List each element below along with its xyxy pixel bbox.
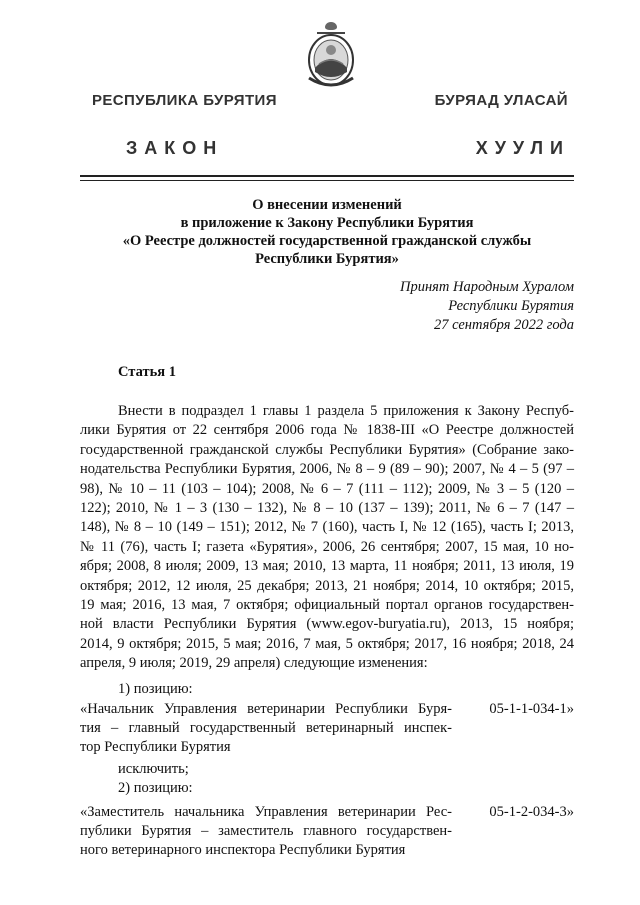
paragraph-line: 122); 2010, № 1 – 3 (130 – 132), № 8 – 10 (137 – 139); 2011, № 6 – 7 (147 – bbox=[80, 499, 574, 516]
paragraph-line: 19 мая; 2016, 13 мая, 7 октября; официальный портал органов государствен- bbox=[80, 596, 574, 613]
title-line: О внесении изменений bbox=[252, 197, 402, 213]
paragraph-line: государственной гражданской службы Республики Бурятия» (Собрание зако- bbox=[80, 441, 574, 458]
adoption-line: Республики Бурятия bbox=[448, 298, 574, 314]
position-line: тор Республики Бурятия bbox=[80, 739, 231, 755]
header-republic-ru: РЕСПУБЛИКА БУРЯТИЯ bbox=[92, 92, 277, 109]
paragraph-line: ной власти Республики Бурятия (www.egov-buryatia.ru), 2013, 15 ноября; bbox=[80, 616, 574, 633]
paragraph-line: № 11 (76), часть I; газета «Бурятия», 2006, 26 сентября; 2007, 15 мая, 10 но- bbox=[80, 538, 574, 555]
coat-of-arms-emblem-icon bbox=[303, 20, 359, 90]
position-line: публики Бурятия – заместитель главного государствен- bbox=[80, 823, 452, 839]
item-1-code: 05-1-1-034-1» bbox=[489, 701, 574, 717]
item-1-position-text bbox=[80, 700, 452, 757]
article-heading: Статья 1 bbox=[118, 364, 176, 380]
paragraph-line: октября; 2012, 12 июля, 25 декабря; 2013, 21 ноября; 2014, 10 октября; 2015, bbox=[80, 577, 574, 594]
position-line: «Заместитель начальника Управления ветеринарии Рес- bbox=[80, 804, 452, 820]
article-paragraph bbox=[80, 402, 574, 673]
paragraph-line: ября; 2008, 8 июля; 2009, 13 мая; 2010, 13 марта, 11 ноября; 2011, 13 июля, 19 bbox=[80, 558, 574, 575]
item-2-code: 05-1-2-034-3» bbox=[489, 804, 574, 820]
adoption-note bbox=[400, 278, 574, 335]
paragraph-line: Внести в подраздел 1 главы 1 раздела 5 приложения к Закону Респуб- bbox=[118, 403, 574, 419]
header-divider-thin bbox=[80, 180, 574, 181]
adoption-line: Принят Народным Хуралом bbox=[399, 279, 574, 295]
paragraph-line: 98), № 10 – 11 (103 – 104); 2008, № 6 – 7 (111 – 112); 2009, № 3 – 5 (120 – bbox=[80, 480, 574, 497]
header-republic-bua: БУРЯАД УЛАСАЙ bbox=[434, 92, 568, 109]
adoption-line: 27 сентября 2022 года bbox=[433, 317, 574, 333]
title-line: в приложение к Закону Республики Бурятия bbox=[180, 215, 474, 231]
law-label-bua: ХУУЛИ bbox=[475, 138, 570, 158]
paragraph-line: нодательства Республики Бурятия, 2006, № 8 – 9 (89 – 90); 2007, № 4 – 5 (97 – bbox=[80, 461, 574, 478]
title-line: Республики Бурятия» bbox=[255, 251, 399, 267]
exclude-label: исключить; bbox=[118, 761, 189, 777]
item-1-label: 1) позицию: bbox=[118, 681, 193, 697]
paragraph-line: 148), № 8 – 10 (149 – 151); 2012, № 7 (160), часть I, № 12 (165), часть I; 2013, bbox=[80, 519, 574, 536]
position-line: ного ветеринарного инспектора Республики Бурятия bbox=[80, 842, 406, 858]
title-line: «О Реестре должностей государственной гражданской службы bbox=[122, 233, 532, 249]
paragraph-line: 2014, 9 октября; 2015, 5 мая; 2016, 7 мая, 5 октября; 2017, 16 ноября; 2018, 24 bbox=[80, 635, 574, 652]
paragraph-line: лики Бурятия от 22 сентября 2006 года № 1838-III «О Реестре должностей bbox=[80, 422, 574, 439]
paragraph-line: апреля, 9 июля; 2019, 29 апреля) следующие изменения: bbox=[80, 655, 428, 672]
document-title bbox=[80, 196, 574, 268]
header-divider-thick bbox=[80, 175, 574, 177]
item-2-label: 2) позицию: bbox=[118, 780, 193, 796]
position-line: «Начальник Управления ветеринарии Республики Буря- bbox=[80, 701, 452, 717]
law-label-ru: ЗАКОН bbox=[126, 138, 224, 158]
item-2-position-text bbox=[80, 803, 452, 860]
position-line: тия – главный государственный ветеринарный инспек- bbox=[80, 720, 452, 736]
